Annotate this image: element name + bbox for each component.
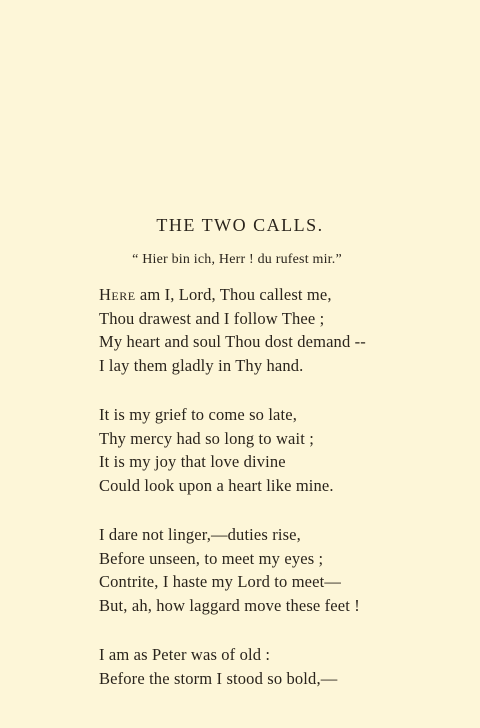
stanza-2 [99, 403, 469, 497]
poem-body [99, 283, 469, 716]
poem-line: Thou drawest and I follow Thee ; [99, 308, 325, 328]
poem-line: But, ah, how laggard move these feet ! [99, 595, 360, 615]
poem-line: Before unseen, to meet my eyes ; [99, 548, 324, 568]
poem-line-text: am I, Lord, Thou callest me, [135, 285, 332, 304]
poem-line [99, 283, 469, 307]
small-caps-opening-word: Here [99, 285, 136, 304]
poem-line: I dare not linger,—duties rise, [99, 525, 301, 544]
poem-title: THE TWO CALLS. [156, 215, 324, 235]
poem-line: I am as Peter was of old : [99, 645, 271, 664]
stanza-1 [99, 283, 469, 377]
stanza-4 [99, 643, 469, 690]
poem-line: It is my grief to come so late, [99, 405, 298, 424]
poem-line: Thy mercy had so long to wait ; [99, 428, 314, 448]
poem-line: I lay them gladly in Thy hand. [99, 355, 304, 375]
poem-epigraph: “ Hier bin ich, Herr ! du rufest mir.” [132, 252, 342, 267]
poem-line: Before the storm I stood so bold,— [99, 668, 338, 688]
poem-line: Could look upon a heart like mine. [99, 475, 334, 495]
poem-line: It is my joy that love divine [99, 452, 286, 471]
stanza-3 [99, 523, 469, 617]
poem-line: Contrite, I haste my Lord to meet— [99, 572, 342, 591]
poem-line: My heart and soul Thou dost demand -- [99, 332, 366, 351]
